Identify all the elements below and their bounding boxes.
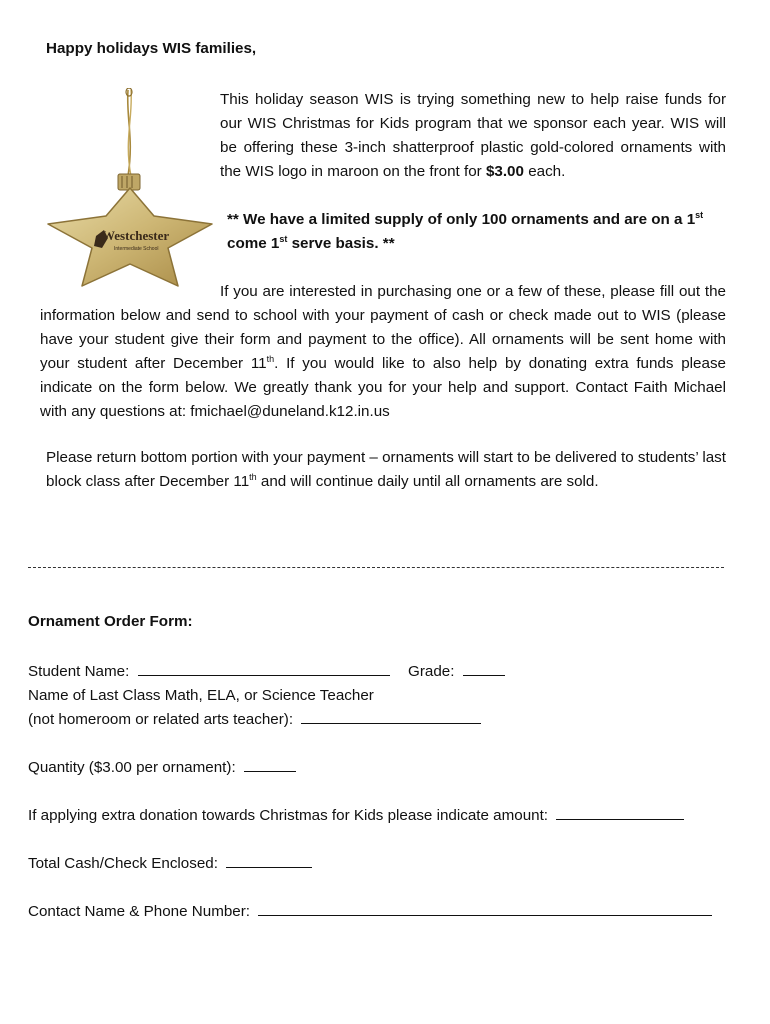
- cut-line-divider: [28, 567, 724, 568]
- price-highlight: $3.00: [485, 163, 524, 180]
- total-field[interactable]: [226, 853, 312, 868]
- teacher-row: [28, 708, 481, 732]
- contact-label: Contact Name & Phone Number:: [28, 903, 251, 920]
- return-paragraph: Please return bottom portion with your payment – ornaments will start to be delivered to students’ last block class after December 11th and will continue daily until all ornaments are sold.: [46, 449, 726, 490]
- ornament-logo-text: Westchester: [102, 228, 170, 243]
- donation-row: [28, 804, 684, 828]
- quantity-field[interactable]: [244, 757, 296, 772]
- instructions-paragraph: If you are interested in purchasing one or a few of these, please fill out the information below and send to school with your payment of cash or check made out to WIS (please have your student give their form and payment to the office). All ornaments will be sent home with your student after December 11th. If you would like to also help by donating extra funds please indicate on the form below. We greatly thank you for your help and support. Contact Faith Michael with any questions at: fmichael@duneland.k12.in.us: [40, 283, 726, 420]
- student-name-field[interactable]: [138, 661, 390, 676]
- contact-field[interactable]: [258, 901, 712, 916]
- star-ornament-image: [42, 88, 218, 288]
- donation-field[interactable]: [556, 805, 684, 820]
- total-label: Total Cash/Check Enclosed:: [28, 855, 218, 872]
- student-name-label: Student Name:: [28, 663, 130, 680]
- student-name-row: [28, 660, 505, 684]
- donation-label: If applying extra donation towards Christmas for Kids please indicate amount:: [28, 807, 549, 824]
- teacher-label-line2: (not homeroom or related arts teacher):: [28, 711, 294, 728]
- greeting: Happy holidays WIS families,: [46, 40, 257, 57]
- ornament-logo-subtext: Intermediate School: [114, 246, 159, 252]
- teacher-field[interactable]: [301, 709, 481, 724]
- total-row: [28, 852, 312, 876]
- intro-paragraph: This holiday season WIS is trying something new to help raise funds for our WIS Christmas for Kids program that we sponsor each year. WIS will be offering these 3-inch shatterproof plastic gold-colored ornaments with the WIS logo in maroon on the front for $3.00 each.: [220, 91, 726, 180]
- contact-row: [28, 900, 712, 924]
- grade-field[interactable]: [463, 661, 505, 676]
- grade-label: Grade:: [408, 663, 455, 680]
- order-form-title: Ornament Order Form:: [28, 613, 193, 630]
- limited-supply-notice: ** We have a limited supply of only 100 ornaments and are on a 1st come 1st serve basis. **: [227, 210, 704, 252]
- quantity-label: Quantity ($3.00 per ornament):: [28, 759, 236, 776]
- teacher-label-line1: Name of Last Class Math, ELA, or Science Teacher: [28, 687, 374, 704]
- quantity-row: [28, 756, 296, 780]
